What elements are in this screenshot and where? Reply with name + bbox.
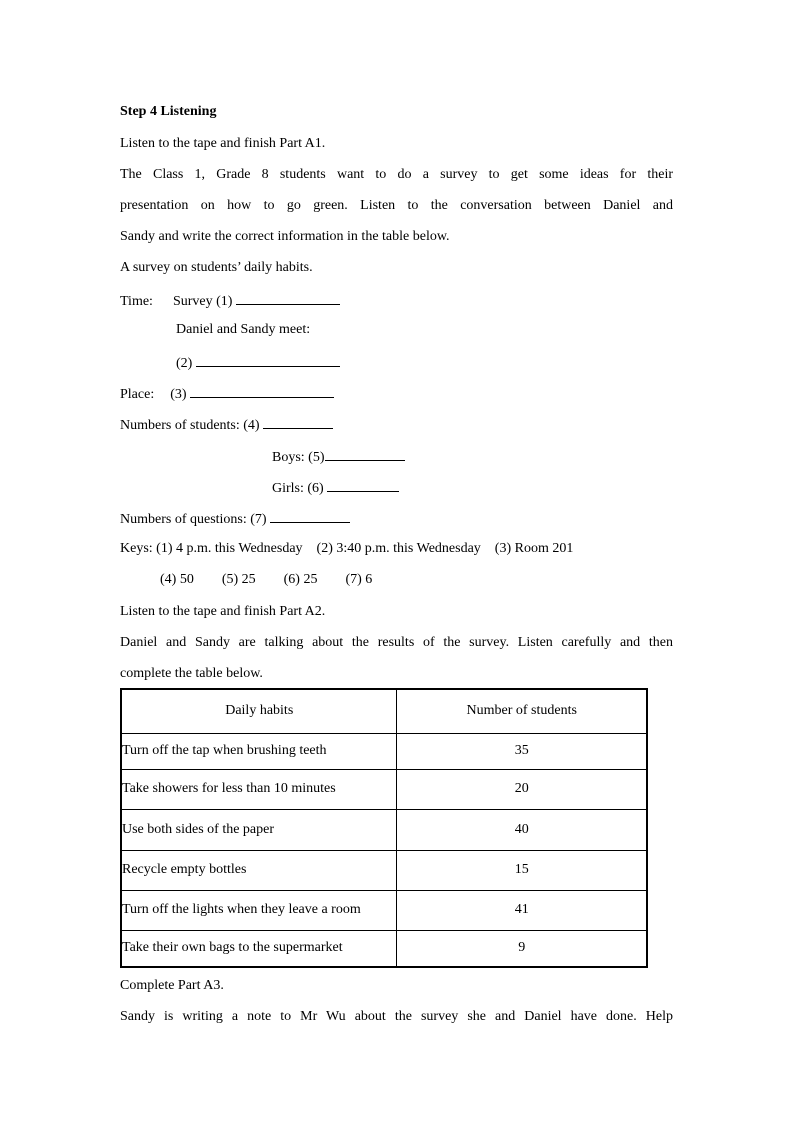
girls-label: Girls: (6) [272,481,324,496]
part-a1-instruction: Listen to the tape and finish Part A1. [120,136,326,151]
habit-cell: Use both sides of the paper [121,809,397,850]
habit-cell: Take their own bags to the supermarket [121,930,397,967]
meet-label: Daniel and Sandy meet: [176,322,311,337]
place-row [120,383,334,404]
count-cell: 40 [397,809,647,850]
habit-cell: Turn off the lights when they leave a room [121,890,397,930]
count-cell: 41 [397,890,647,930]
count-cell: 15 [397,850,647,890]
time-row [120,290,340,311]
place-num: (3) [170,387,187,402]
table-row [121,890,647,930]
part-a2-intro-line1: Daniel and Sandy are talking about the results of the survey. Listen carefully and then [120,635,673,650]
table-header-count: Number of students [397,689,647,733]
habit-cell: Turn off the tap when brushing teeth [121,733,397,769]
part-a3-intro-line1: Sandy is writing a note to Mr Wu about the survey she and Daniel have done. Help [120,1009,673,1024]
table-row [121,809,647,850]
table-header-row [121,689,647,733]
survey-title: A survey on students’ daily habits. [120,260,313,275]
table-row [121,850,647,890]
table-row [121,769,647,809]
table-header-habits: Daily habits [121,689,397,733]
habits-table [120,688,648,968]
part-a1-intro-line1: The Class 1, Grade 8 students want to do a survey to get some ideas for their [120,167,673,182]
count-cell: 20 [397,769,647,809]
numbers-students-row [120,414,333,435]
part-a1-intro-line3: Sandy and write the correct information in the table below. [120,229,450,244]
meet-num: (2) [176,356,193,371]
blank-5[interactable] [325,446,405,461]
part-a2-intro-line2: complete the table below. [120,666,263,681]
section-heading: Step 4 Listening [120,104,217,119]
blank-3[interactable] [190,383,334,398]
keys-line2: (4) 50 (5) 25 (6) 25 (7) 6 [160,572,373,587]
habit-cell: Recycle empty bottles [121,850,397,890]
blank-6[interactable] [327,477,399,492]
part-a3-instruction: Complete Part A3. [120,978,224,993]
part-a2-instruction: Listen to the tape and finish Part A2. [120,604,326,619]
numbers-questions-row [120,508,350,529]
count-cell: 9 [397,930,647,967]
blank-2[interactable] [196,352,340,367]
blank-4[interactable] [263,414,333,429]
meet-row [176,352,340,373]
numbers-students-label: Numbers of students: (4) [120,418,260,433]
girls-row [272,477,399,498]
part-a1-intro-line2: presentation on how to go green. Listen to the conversation between Daniel and [120,198,673,213]
keys-line1: Keys: (1) 4 p.m. this Wednesday (2) 3:40 p.m. this Wednesday (3) Room 201 [120,541,574,556]
boys-row [272,446,405,467]
table-row [121,733,647,769]
survey-label: Survey (1) [172,294,233,309]
place-label: Place: [120,387,155,402]
numbers-questions-label: Numbers of questions: (7) [120,512,267,527]
time-label: Time: [120,294,153,309]
table-row [121,930,647,967]
blank-7[interactable] [270,508,350,523]
habit-cell: Take showers for less than 10 minutes [121,769,397,809]
count-cell: 35 [397,733,647,769]
blank-1[interactable] [236,290,340,305]
boys-label: Boys: (5) [272,450,325,465]
